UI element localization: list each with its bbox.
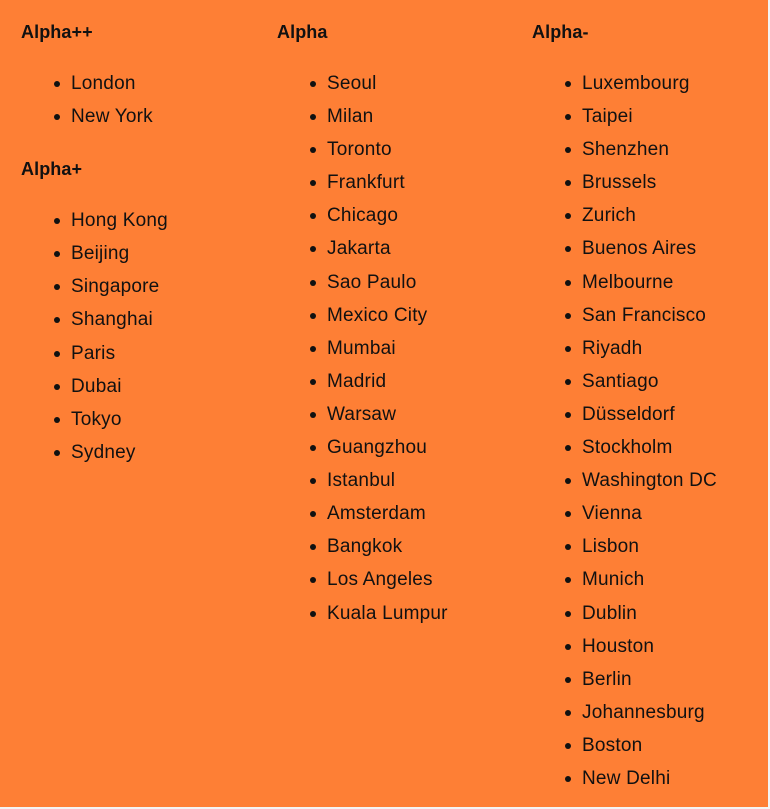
city-list-item: Washington DC <box>582 464 770 497</box>
city-list-item: Milan <box>327 100 517 133</box>
city-list <box>532 67 770 795</box>
city-list-item: Warsaw <box>327 398 517 431</box>
city-list-item: Munich <box>582 563 770 596</box>
city-list-item: New York <box>71 100 261 133</box>
city-list-item: Madrid <box>327 365 517 398</box>
group-alpha-plus <box>21 157 261 469</box>
city-list-item: Lisbon <box>582 530 770 563</box>
city-list-item: Singapore <box>71 270 261 303</box>
city-list-item: Santiago <box>582 365 770 398</box>
city-list-item: Riyadh <box>582 332 770 365</box>
city-list-item: Dubai <box>71 370 261 403</box>
city-list-item: Beijing <box>71 237 261 270</box>
city-list-item: Los Angeles <box>327 563 517 596</box>
column-3 <box>532 20 770 795</box>
city-list-item: Istanbul <box>327 464 517 497</box>
city-list-item: Luxembourg <box>582 67 770 100</box>
city-list-item: Mumbai <box>327 332 517 365</box>
city-list-item: Amsterdam <box>327 497 517 530</box>
column-2 <box>277 20 517 630</box>
group-heading: Alpha- <box>532 22 589 42</box>
city-list-item: Chicago <box>327 199 517 232</box>
city-list-item: Berlin <box>582 663 770 696</box>
city-list-item: San Francisco <box>582 299 770 332</box>
city-list-item: Melbourne <box>582 266 770 299</box>
city-list-item: Buenos Aires <box>582 232 770 265</box>
group-alpha-minus <box>532 20 770 795</box>
city-list-item: New Delhi <box>582 762 770 795</box>
city-list-item: Toronto <box>327 133 517 166</box>
column-1 <box>21 20 261 469</box>
city-list-item: Paris <box>71 337 261 370</box>
group-heading: Alpha <box>277 22 328 42</box>
city-list-item: London <box>71 67 261 100</box>
city-list-item: Taipei <box>582 100 770 133</box>
city-list-item: Kuala Lumpur <box>327 597 517 630</box>
city-list-item: Mexico City <box>327 299 517 332</box>
city-list-item: Dublin <box>582 597 770 630</box>
city-list-item: Johannesburg <box>582 696 770 729</box>
city-list-item: Tokyo <box>71 403 261 436</box>
group-alpha-plus-plus <box>21 20 261 133</box>
city-list-item: Frankfurt <box>327 166 517 199</box>
city-list <box>21 67 261 133</box>
city-list-item: Bangkok <box>327 530 517 563</box>
city-list-item: Stockholm <box>582 431 770 464</box>
city-list-item: Sydney <box>71 436 261 469</box>
city-list-item: Shenzhen <box>582 133 770 166</box>
group-heading: Alpha+ <box>21 159 83 180</box>
group-alpha <box>277 20 517 630</box>
city-list-item: Guangzhou <box>327 431 517 464</box>
city-list-item: Boston <box>582 729 770 762</box>
city-list <box>21 204 261 469</box>
city-list-item: Vienna <box>582 497 770 530</box>
city-list-item: Sao Paulo <box>327 266 517 299</box>
city-list-item: Shanghai <box>71 303 261 336</box>
city-list-item: Düsseldorf <box>582 398 770 431</box>
city-list-item: Brussels <box>582 166 770 199</box>
city-list-item: Houston <box>582 630 770 663</box>
city-list <box>277 67 517 630</box>
city-list-item: Jakarta <box>327 232 517 265</box>
group-heading: Alpha++ <box>21 22 93 42</box>
city-list-item: Zurich <box>582 199 770 232</box>
city-list-item: Seoul <box>327 67 517 100</box>
city-list-item: Hong Kong <box>71 204 261 237</box>
